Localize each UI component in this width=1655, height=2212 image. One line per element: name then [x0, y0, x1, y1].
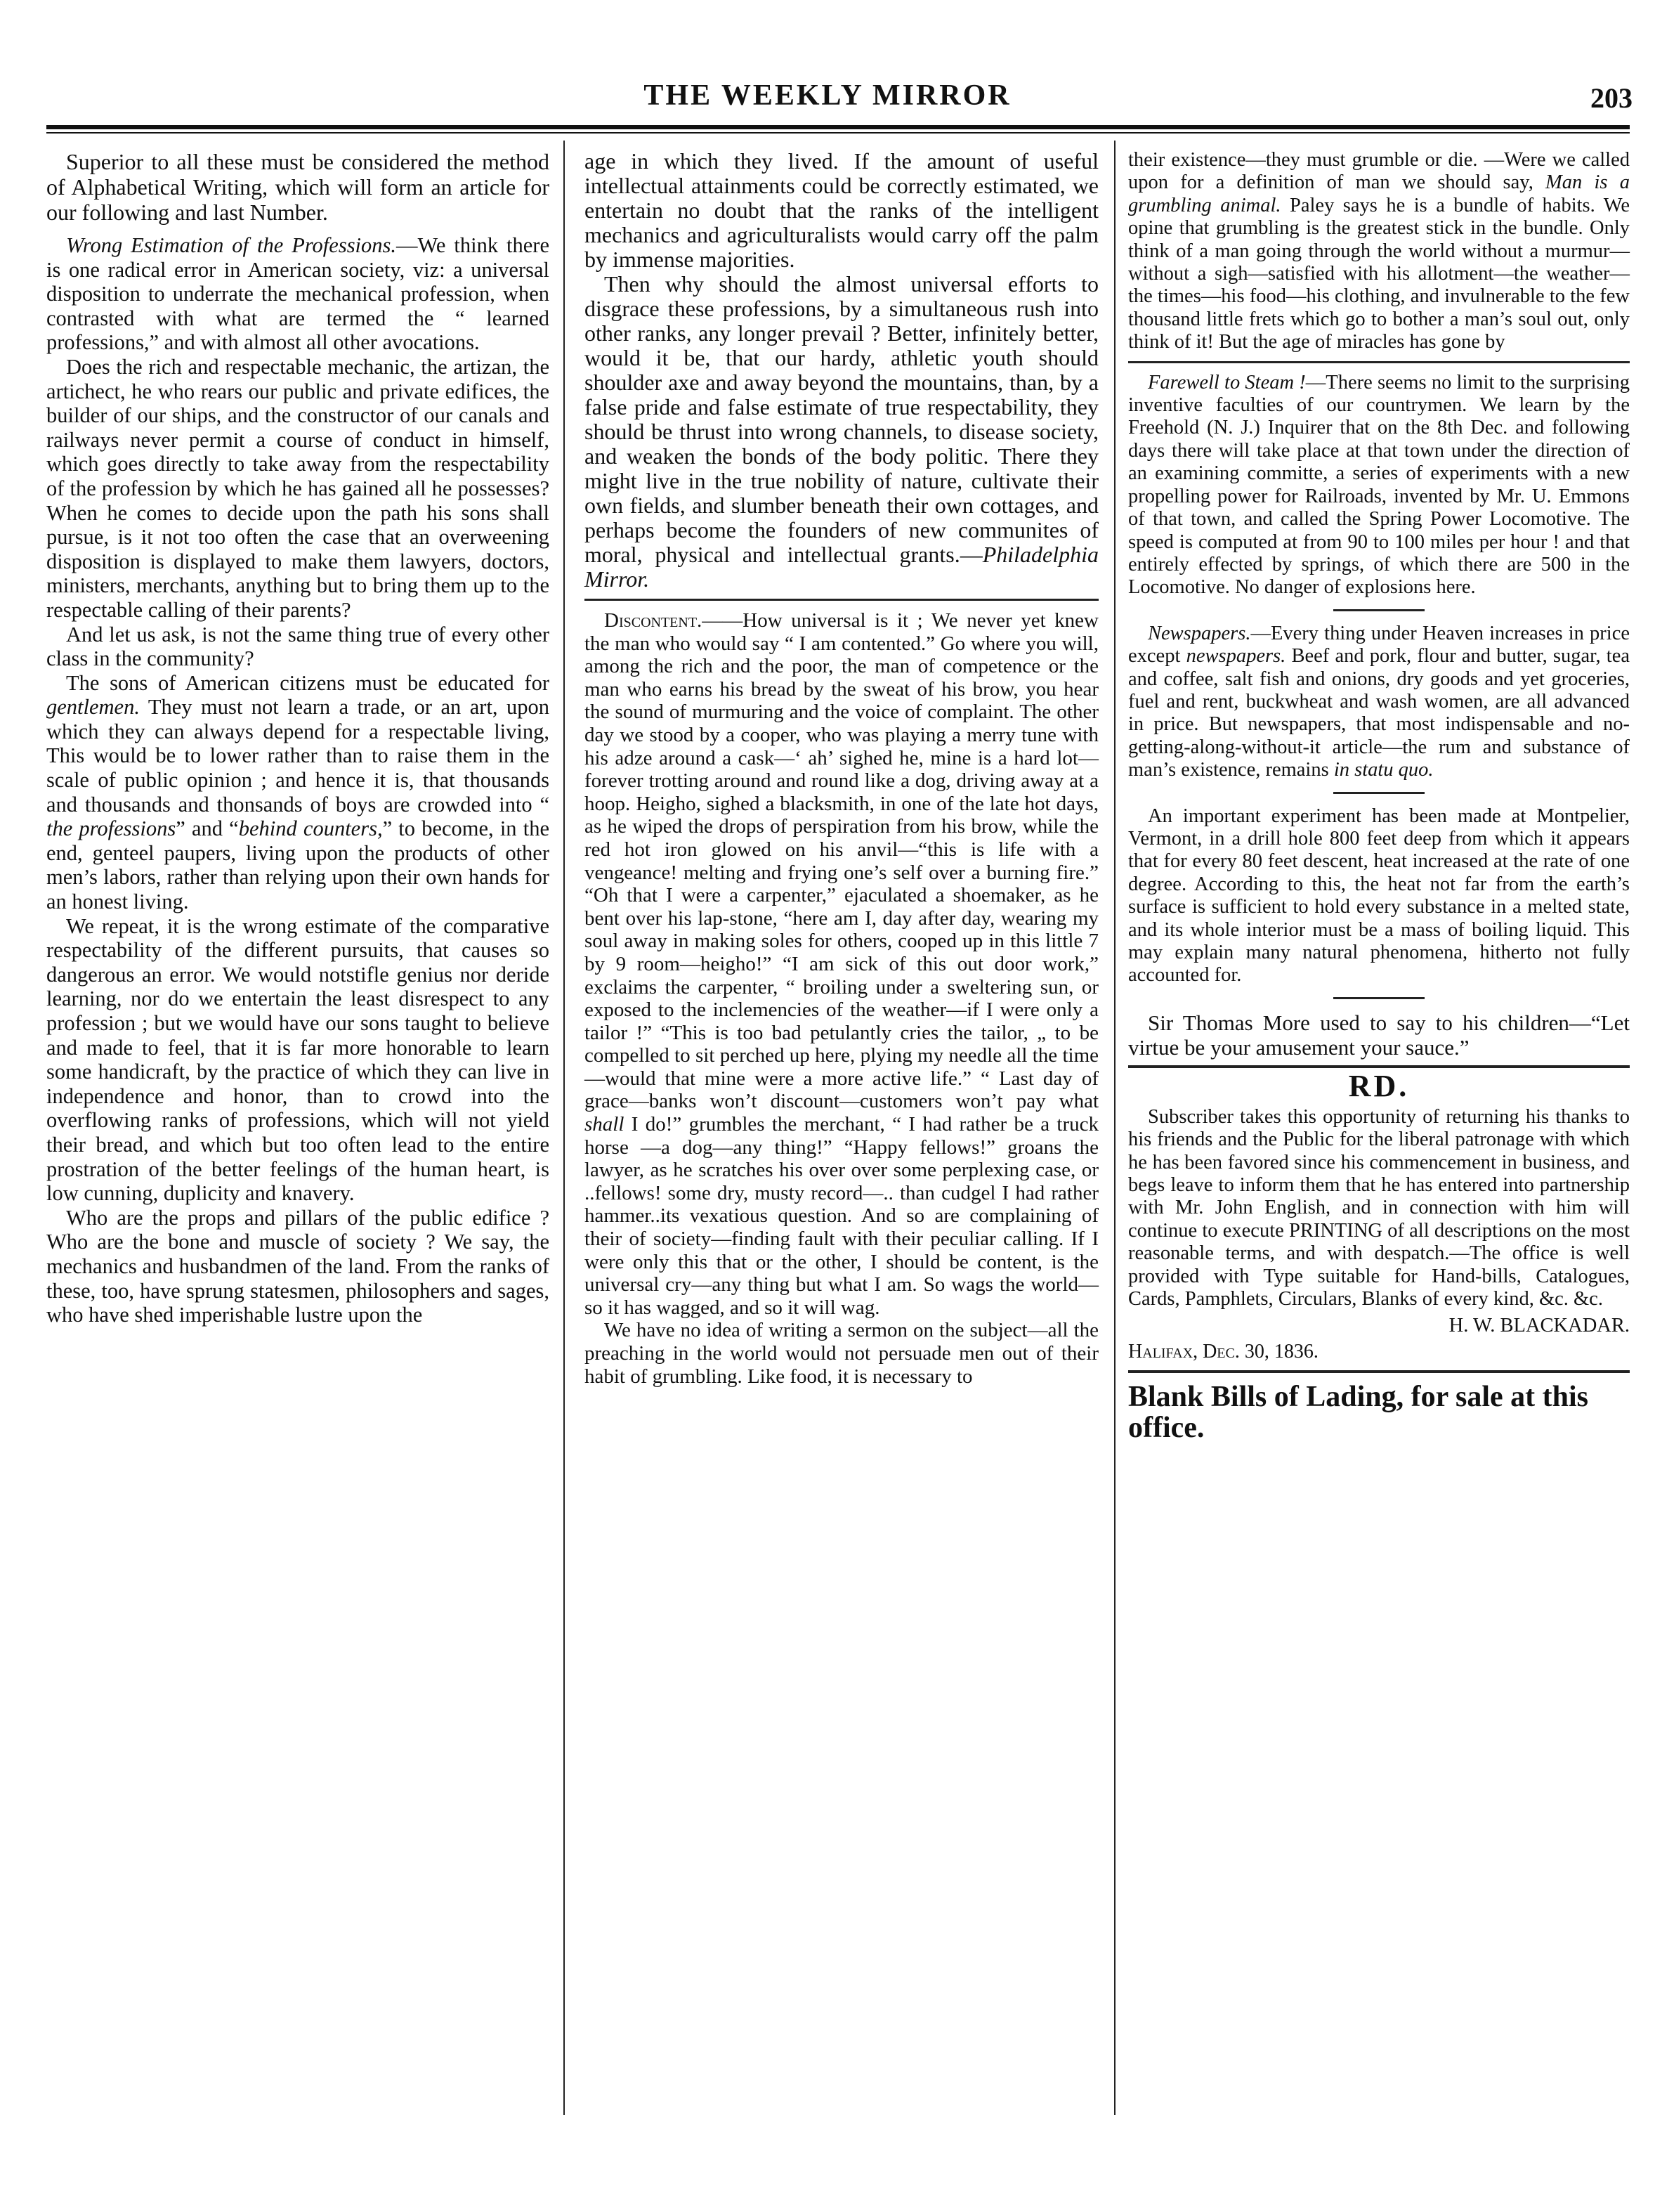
article-paragraph: An important experiment has been made at Montpelier, Vermont, in a drill hole 800 feet deep from which it appears that for every 80 feet descent, heat increased at the rate of one degree. According to this, the heat not far from the earth’s surface is sufficient to hold every substance in a melted state, and its whole interior must be a mass of boiling liquid. This may explain many natural phenomena, hitherto not fully accounted for.: [1128, 805, 1630, 987]
section-separator: [1333, 792, 1425, 794]
column-divider-right: [1114, 141, 1116, 2115]
article-paragraph: We repeat, it is the wrong estimate of the comparative respectability of the different pursuits, that causes so dangerous an error. We would notstifle genius nor deride learning, nor do we entertain the least disrespect to any profession ; but we would have our sons taught to believe and made to feel, that it is far more honorable to learn some handicraft, by the practice of which they can live in independence and honor, than to crowd into the overflowing ranks of professions, which will not yield their bread, and which but too often lead to the entire prostration of the better feelings of the human heart, is low cunning, duplicity and knavery.: [46, 913, 549, 1206]
section-separator: [1128, 1370, 1630, 1373]
column-1: [46, 149, 549, 1327]
article-text: ” and “: [176, 817, 239, 841]
article-source: Philadelphia Mirror.: [584, 542, 1099, 592]
article-text: They must not learn a trade, or an art, upon which they can always depend for a respectable living, This would be to lower rather than to raise them in the scale of public opinion ; and hence it is, that thousands and thousands and thonsands of boys are crowded into “: [46, 695, 549, 817]
article-paragraph: [1128, 372, 1630, 599]
notice-band: RD.: [1128, 1065, 1630, 1102]
header-rule: [46, 125, 1630, 129]
article-paragraph: [1128, 623, 1630, 782]
article-text: ” to become, in the end, genteel paupers, living upon the products of other men’s labors, rather than relying upon their own hands for an honest living.: [46, 817, 549, 914]
article-heading: Discontent.: [604, 609, 702, 632]
section-separator: [584, 599, 1099, 601]
article-text: —We think there is one radical error in American society, viz: a universal disposition to underrate the mechanical profession, when contrasted with what are termed the “ learned professions,” and with almost all other avocations.: [46, 233, 549, 355]
article-heading: Newspapers.: [1148, 622, 1251, 644]
article-emphasis: behind counters,: [238, 817, 383, 841]
article-emphasis: in statu quo.: [1333, 759, 1434, 781]
article-text: Then why should the almost universal efforts to disgrace these professions, by a simultaneous rush into other ranks, any longer prevail ? Better, infinitely better, would it be, that our hardy, athletic youth should shoulder axe and away beyond the mountains, than, by a false pride and false estimate of true respectability, they should be thrust into wrong channels, to disease society, and weaken the bonds of the body politic. There they might live in the true nobility of nature, cultivate their own fields, and slumber beneath their own cottages, and perhaps become the founders of new communites of moral, physical and intellectual grants.—: [584, 271, 1099, 567]
article-heading: Wrong Estimation of the Professions.: [66, 233, 397, 257]
notice-paragraph: Subscriber takes this opportunity of returning his thanks to his friends and the Public for the liberal patronage with which he has been favored since his commencement in business, and begs leave to inform them that he has entered into partnership with Mr. John English, and in connection with him will continue to execute PRINTING of all descriptions on the most reasonable terms, and with despatch.—The office is well provided with Type suitable for Hand-bills, Catalogues, Cards, Pamphlets, Circulars, Blanks of every kind, &c. &c.: [1128, 1105, 1630, 1310]
article-paragraph: age in which they lived. If the amount of useful intellectual attainments could be correctly estimated, we entertain no doubt that the ranks of the intelligent mechanics and agriculturalists would carry off the palm by immense majorities.: [584, 148, 1099, 272]
article-paragraph: [584, 609, 1099, 1319]
article-text: —There seems no limit to the surprising inventive faculties of our countrymen. We learn by the Freehold (N. J.) Inquirer that on the 8th Dec. and following days there will take place at that town under the direction of an examining committe, a series of experiments with a new propelling power for Railroads, invented by Mr. U. Emmons of that town, and called the Spring Power Locomotive. The speed is computed at from 90 to 100 miles per hour ! and that entirely effected by springs, of which there are 500 in the Locomotive. No danger of explosions here.: [1128, 371, 1630, 599]
article-paragraph: [46, 671, 549, 914]
article-text: The sons of American citizens must be educated for: [66, 670, 549, 695]
article-paragraph: Who are the props and pillars of the public edifice ? Who are the bone and muscle of society ? We say, the mechanics and husbandmen of the land. From the ranks of these, too, have sprung statesmen, philosophers and sages, who have shed imperishable lustre upon the: [46, 1205, 549, 1327]
section-separator: [1333, 609, 1425, 611]
advertisement-blank-bills: Blank Bills of Lading, for sale at this office.: [1128, 1381, 1589, 1445]
notice-signature: H. W. BLACKADAR.: [1448, 1315, 1630, 1337]
article-paragraph: [1128, 149, 1630, 354]
article-emphasis: Man is a grumbling animal.: [1128, 171, 1630, 216]
article-emphasis: the professions: [46, 817, 176, 841]
article-emphasis: shall: [584, 1113, 624, 1136]
header-rule-thin: [46, 132, 1630, 134]
article-text: ——How universal is it ; We never yet knew the man who would say “ I am contented.” Go where you will, among the rich and the poor, the man of competence or the man who earns his bread by the sweat of his brow, you hear the sound of murmuring and the voice of complaint. The other day we stood by a cooper, who was playing a merry tune with his adze around a cask—‘ ah’ sighed he, mine is a hard lot—forever trotting around and round like a dog, driving away at a hoop. Heigho, sighed a blacksmith, in one of the late hot days, as he wiped the drops of perspiration from his brow, while the red hot iron glowed on his anvil—“this is life with a vengeance! melting and frying one’s self over a burning fire.” “Oh that I were a carpenter,” ejaculated a shoemaker, as he bent over his lap-stone, “here am I, day after day, wearing my soul away in making soles for others, cooped up in this little 7 by 9 room—heigho!” “I am sick of this out door work,” exclaims the carpenter, “ broiling under a sweltering sun, or exposed to the inclemencies of the weather—if I were only a tailor !” “This is too bad petulantly cries the tailor, „ to be compelled to sit perched up here, plying my needle all the time—would that mine were a more active life.” “ Last day of grace—banks won’t discount—customers won’t pay what: [584, 609, 1099, 1113]
article-paragraph: [584, 272, 1099, 592]
article-text: —Every thing under Heaven increases in price except: [1128, 622, 1630, 668]
column-3: [1128, 149, 1630, 1443]
notice-dateline: Halifax, Dec. 30, 1836.: [1128, 1340, 1319, 1362]
section-separator: [1333, 997, 1425, 999]
article-paragraph: Does the rich and respectable mechanic, the artizan, the artichect, he who rears our public and private edifices, the builder of our ships, and the constructor of our canals and railways never permit a course of conduct in himself, which goes directly to take away from the respectability of the profession by which he has gained all he possesses? When he comes to decide upon the path his sons shall pursue, is it not too often the case that an overweening disposition is displayed to make them lawyers, doctors, ministers, merchants, anything but to bring them up to the respectable calling of their parents?: [46, 354, 549, 622]
article-paragraph: [46, 233, 549, 355]
article-text: I do!” grumbles the merchant, “ I had rather be a truck horse —a dog—any thing!” “Happy fellows!” groans the lawyer, as he scratches his over over some perplexing case, or ..fellows! some dry, musty record—.. than cudgel I had rather hammer..its vexatious question. And so are complaining of their of society—finding fault with their peculiar calling. If I were only this that or the other, I should be content, is the universal cry—any thing but what I am. So wags the world—so it has wagged, and so it will wag.: [584, 1113, 1099, 1319]
column-2: [584, 149, 1099, 1388]
article-heading: Farewell to Steam !: [1148, 371, 1306, 393]
article-text: their existence—they must grumble or die. —Were we called upon for a definition of man we should say,: [1128, 149, 1630, 194]
page-number: 203: [1590, 82, 1633, 114]
article-paragraph: And let us ask, is not the same thing true of every other class in the community?: [46, 622, 549, 671]
article-paragraph: Sir Thomas More used to say to his children—“Let virtue be your amusement your sauce.”: [1128, 1010, 1630, 1060]
column-divider-left: [563, 141, 565, 2115]
article-emphasis: gentlemen.: [46, 695, 140, 720]
page-header-title: THE WEEKLY MIRROR: [643, 79, 1012, 112]
article-paragraph: We have no idea of writing a sermon on the subject—all the preaching in the world would not persuade men out of their habit of grumbling. Like food, it is necessary to: [584, 1319, 1099, 1388]
article-text: Beef and pork, flour and butter, sugar, tea and coffee, salt fish and onions, dry goods and yet groceries, fuel and rent, buckwheat and wash women, are all advanced in price. But newspapers, that most indispensable and no-getting-along-without-it article—the rum and substance of man’s existence, remains: [1128, 645, 1630, 781]
article-text: Paley says he is a bundle of habits. We opine that grumbling is the greatest stick in the bundle. Only think of a man going through the world without a murmur—without a sigh—satisfied with his allotment—the weather—the times—his food—his clothing, and invulnerable to the few thousand little frets which go to bother a man’s soul out, only think of it! But the age of miracles has gone by: [1128, 194, 1630, 353]
section-separator: [1128, 361, 1630, 363]
article-paragraph: Superior to all these must be considered the method of Alphabetical Writing, which will form an article for our following and last Number.: [46, 149, 549, 225]
article-emphasis: newspapers.: [1186, 645, 1286, 668]
